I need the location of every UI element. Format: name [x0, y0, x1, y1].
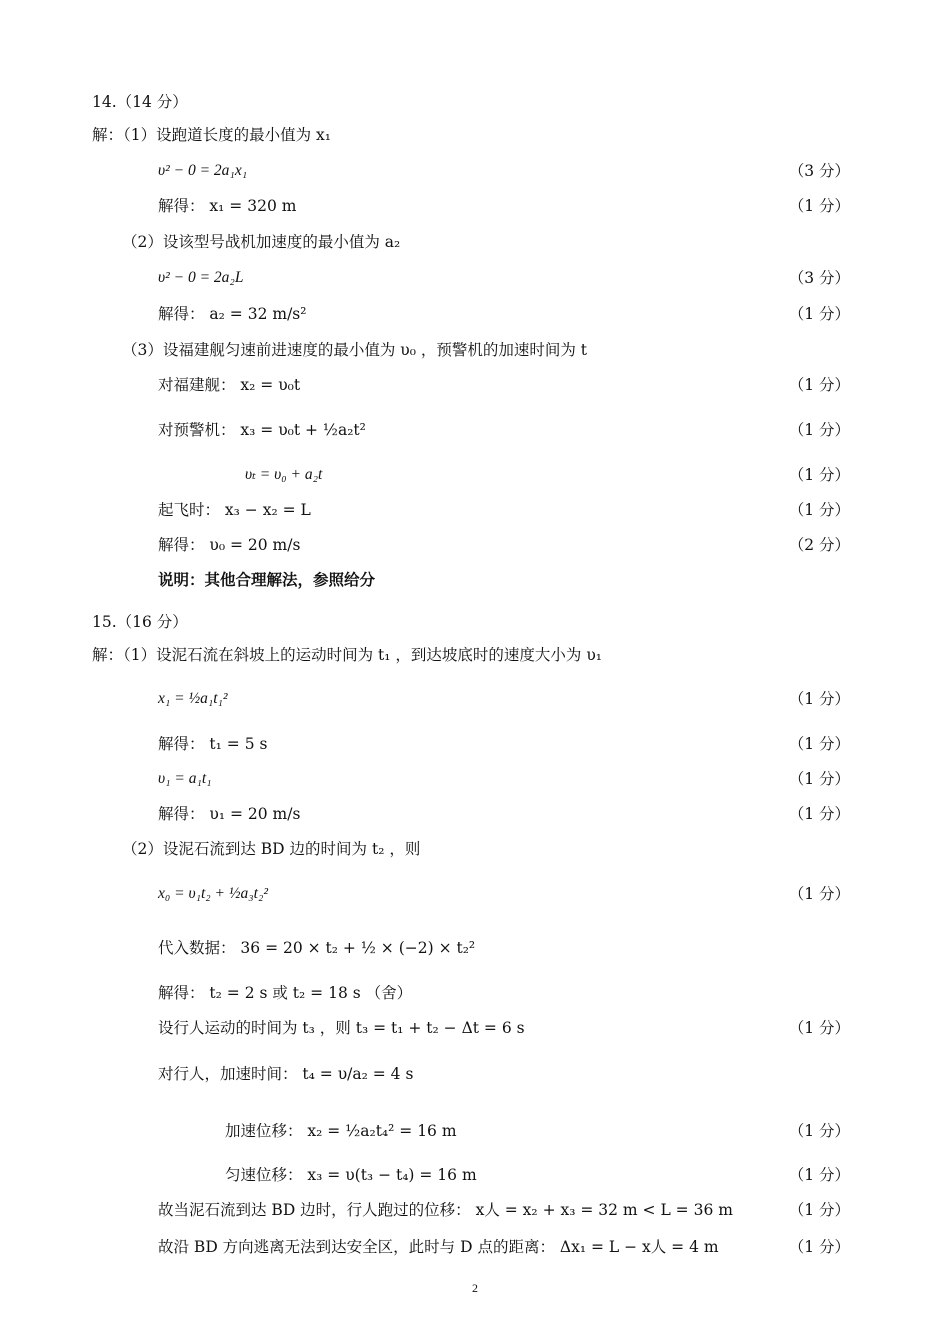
q14-note: 说明：其他合理解法，参照给分 — [158, 571, 376, 589]
q15-p1-eq1: x₁ = ½a₁t₁² — [158, 690, 228, 707]
q14-p3-takeoff-score: （1 分） — [788, 501, 850, 519]
q14-p3-plane-score: （1 分） — [788, 421, 850, 439]
q15-p2-uni-disp-score: （1 分） — [788, 1166, 850, 1184]
q15-p1-eq2-score: （1 分） — [788, 770, 850, 788]
q15-p1-intro: 解：（1）设泥石流在斜坡上的运动时间为 t₁ ，到达坡底时的速度大小为 υ₁ — [92, 646, 602, 664]
q14-p3-intro: （3）设福建舰匀速前进速度的最小值为 υ₀ ，预警机的加速时间为 t — [122, 341, 588, 359]
q14-p2-intro: （2）设该型号战机加速度的最小值为 a₂ — [122, 233, 401, 251]
q15-p2-conclusion: 故沿 BD 方向逃离无法到达安全区，此时与 D 点的距离： Δx₁ = L − x人 = 4 m — [158, 1238, 719, 1256]
q14-p2-res: 解得： a₂ = 32 m/s² — [158, 305, 307, 323]
q15-p1-res1: 解得： t₁ = 5 s — [158, 735, 268, 753]
q14-p3-ship: 对福建舰： x₂ = υ₀t — [158, 376, 301, 394]
q15-p2-res: 解得： t₂ = 2 s 或 t₂ = 18 s （舍） — [158, 984, 413, 1002]
q15-p2-acc-disp: 加速位移： x₂ = ½a₂t₄² = 16 m — [225, 1122, 457, 1140]
q14-p3-res: 解得： υ₀ = 20 m/s — [158, 536, 301, 554]
q15-p1-eq2: υ₁ = a₁t₁ — [158, 770, 212, 787]
q15-p2-person-score: （1 分） — [788, 1019, 850, 1037]
q15-p2-eq: x₀ = υ₁t₂ + ½a₃t₂² — [158, 885, 268, 902]
q15-p2-acc-disp-score: （1 分） — [788, 1122, 850, 1140]
q15-p1-eq1-score: （1 分） — [788, 690, 850, 708]
q14-p3-plane: 对预警机： x₃ = υ₀t + ½a₂t² — [158, 421, 366, 439]
q15-p2-eq-score: （1 分） — [788, 885, 850, 903]
q14-p3-takeoff: 起飞时： x₃ − x₂ = L — [158, 501, 311, 519]
q15-p2-acc-time: 对行人，加速时间： t₄ = υ/a₂ = 4 s — [158, 1065, 414, 1083]
q15-p1-res2-score: （1 分） — [788, 805, 850, 823]
q14-p1-res-score: （1 分） — [788, 197, 850, 215]
q15-p2-intro: （2）设泥石流到达 BD 边的时间为 t₂ ，则 — [122, 840, 421, 858]
q14-p1-eq: υ² − 0 = 2a₁x₁ — [158, 162, 248, 179]
page-number: 2 — [472, 1281, 478, 1295]
q14-p3-res-score: （2 分） — [788, 536, 850, 554]
q14-p1-res: 解得： x₁ = 320 m — [158, 197, 297, 215]
q15-p2-person: 设行人运动的时间为 t₃ ，则 t₃ = t₁ + t₂ − Δt = 6 s — [158, 1019, 525, 1037]
q14-p3-vt: υₜ = υ₀ + a₂t — [245, 466, 323, 483]
q15-p2-uni-disp: 匀速位移： x₃ = υ(t₃ − t₄) = 16 m — [225, 1166, 477, 1184]
q14-p2-eq-score: （3 分） — [788, 269, 850, 287]
q14-p1-intro: 解：（1）设跑道长度的最小值为 x₁ — [92, 126, 331, 144]
q14-p3-vt-score: （1 分） — [788, 466, 850, 484]
q15-p1-res1-score: （1 分） — [788, 735, 850, 753]
q15-p2-conclusion-score: （1 分） — [788, 1238, 850, 1256]
q15-p2-total-score: （1 分） — [788, 1201, 850, 1219]
q14-p3-ship-score: （1 分） — [788, 376, 850, 394]
q14-p1-eq-score: （3 分） — [788, 162, 850, 180]
q15-p2-total: 故当泥石流到达 BD 边时，行人跑过的位移： x人 = x₂ + x₃ = 32 m < L = 36 m — [158, 1201, 733, 1219]
q15-p2-sub: 代入数据： 36 = 20 × t₂ + ½ × (−2) × t₂² — [158, 939, 476, 957]
q14-header: 14.（14 分） — [92, 93, 188, 111]
q15-header: 15.（16 分） — [92, 613, 188, 631]
q14-p2-res-score: （1 分） — [788, 305, 850, 323]
q14-p2-eq: υ² − 0 = 2a₂L — [158, 269, 244, 286]
q15-p1-res2: 解得： υ₁ = 20 m/s — [158, 805, 301, 823]
